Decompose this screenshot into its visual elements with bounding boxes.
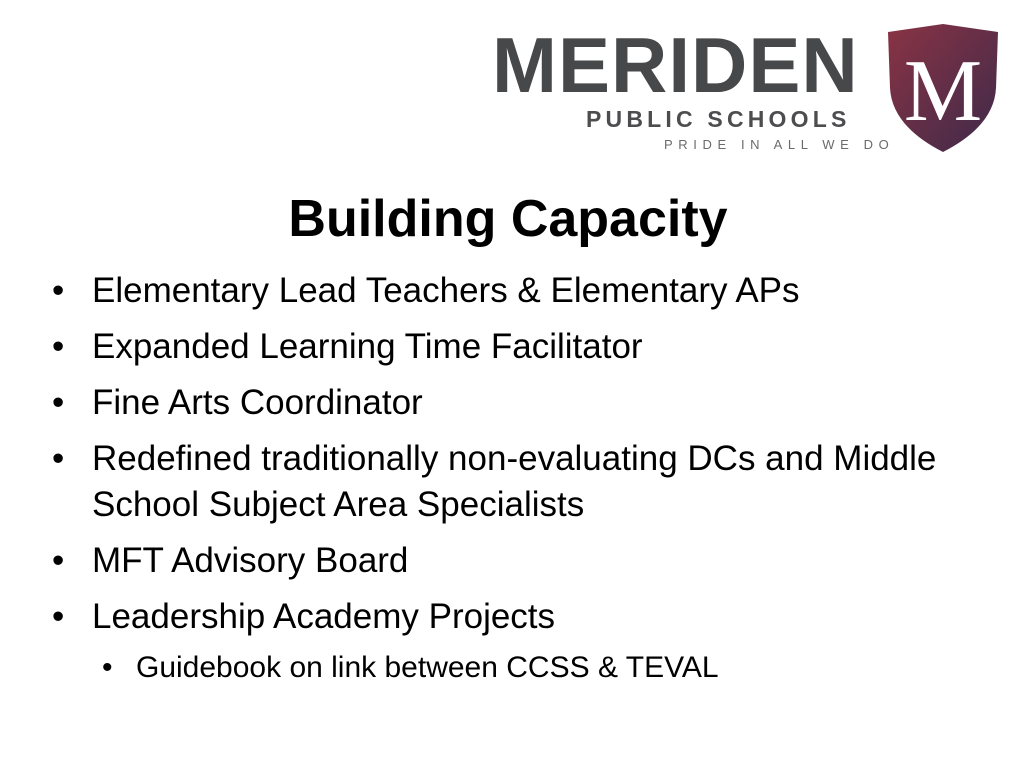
shield-letter: M bbox=[903, 43, 983, 140]
sub-bullet-text: Guidebook on link between CCSS & TEVAL bbox=[136, 651, 719, 684]
logo-tagline: PRIDE IN ALL WE DO bbox=[664, 137, 895, 152]
logo-wordmark: MERIDEN bbox=[492, 21, 859, 109]
bullet-item bbox=[52, 380, 952, 426]
bullet-item bbox=[52, 324, 952, 370]
bullet-text: Elementary Lead Teachers & Elementary APs bbox=[92, 271, 800, 310]
bullet-item bbox=[52, 594, 952, 688]
bullet-item bbox=[52, 436, 952, 528]
shield-icon bbox=[884, 22, 1002, 154]
bullet-item bbox=[52, 538, 952, 584]
bullet-text: Redefined traditionally non-evaluating DCs and Middle School Subject Area Specialists bbox=[92, 439, 937, 524]
bullet-text: Leadership Academy Projects bbox=[92, 597, 556, 636]
bullet-list bbox=[52, 268, 952, 698]
bullet-text: Fine Arts Coordinator bbox=[92, 383, 423, 422]
meriden-logo bbox=[492, 22, 1002, 154]
logo-subtitle: PUBLIC SCHOOLS bbox=[586, 106, 851, 132]
sub-bullet-item bbox=[98, 648, 952, 688]
bullet-text: Expanded Learning Time Facilitator bbox=[92, 327, 643, 366]
bullet-text: MFT Advisory Board bbox=[92, 541, 409, 580]
bullet-item bbox=[52, 268, 952, 314]
slide-title: Building Capacity bbox=[288, 190, 728, 248]
sub-bullet-list bbox=[98, 648, 952, 688]
